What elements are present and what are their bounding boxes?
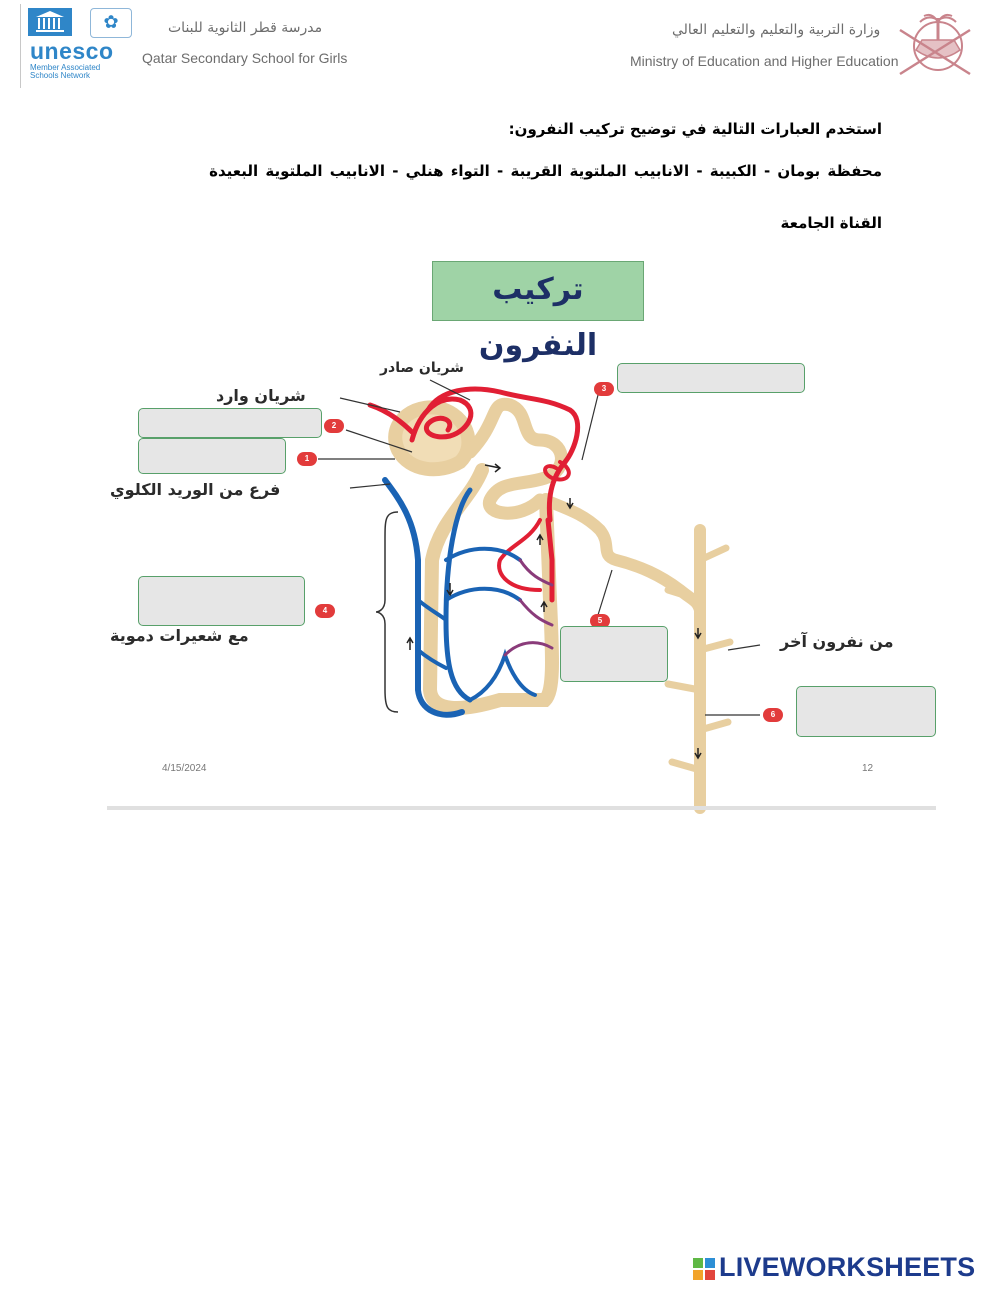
answer-box-1[interactable]	[138, 438, 286, 474]
slide-page-number: 12	[862, 763, 874, 774]
answer-box-2[interactable]	[138, 408, 322, 438]
liveworksheets-logo-icon	[693, 1258, 715, 1280]
slide-date: 4/15/2024	[162, 763, 207, 774]
school-name-english: Qatar Secondary School for Girls	[142, 50, 348, 66]
label-afferent-artery: شريان وارد	[216, 386, 306, 405]
henle-bracket	[376, 512, 398, 712]
label-efferent-artery: شريان صادر	[380, 360, 464, 376]
liveworksheets-brand[interactable]: LIVEWORKSHEETS	[719, 1252, 976, 1282]
answer-box-3[interactable]	[617, 363, 805, 393]
instructions-prompt: استخدم العبارات التالية في توضيح تركيب النفرون:	[508, 120, 882, 138]
unesco-subtitle: Member Associated Schools Network	[30, 63, 101, 80]
school-name-arabic: مدرسة قطر الثانوية للبنات	[168, 20, 323, 36]
label-renal-vein-branch: فرع من الوريد الكلوي	[110, 480, 281, 499]
answer-box-4[interactable]	[138, 576, 305, 626]
label-with-capillaries: مع شعيرات دموية	[110, 626, 249, 645]
label-from-other-nephron: من نفرون آخر	[780, 632, 894, 651]
ministry-name-english: Ministry of Education and Higher Education	[630, 53, 899, 69]
badge-6: 6	[763, 708, 783, 722]
word-bank-last-term: القناة الجامعة	[780, 214, 882, 232]
answer-box-5[interactable]	[560, 626, 668, 682]
distal-tubule	[545, 500, 700, 610]
associated-schools-seal-icon: ✿	[90, 8, 132, 38]
word-bank-terms: محفظة بومان - الكبيبة - الانابيب الملتوية القريبة - التواء هنلي - الانابيب الملتوية البعيدة	[209, 162, 882, 180]
collecting-duct	[668, 530, 730, 808]
badge-3: 3	[594, 382, 614, 396]
badge-1: 1	[297, 452, 317, 466]
answer-box-6[interactable]	[796, 686, 936, 737]
badge-5: 5	[590, 614, 610, 628]
unesco-wordmark: unesco	[30, 38, 114, 64]
slide-bottom-border	[107, 806, 936, 810]
diagram-title: تركيب النفرون	[432, 261, 644, 321]
ministry-name-arabic: وزارة التربية والتعليم والتعليم العالي	[672, 22, 881, 38]
badge-4: 4	[315, 604, 335, 618]
badge-2: 2	[324, 419, 344, 433]
